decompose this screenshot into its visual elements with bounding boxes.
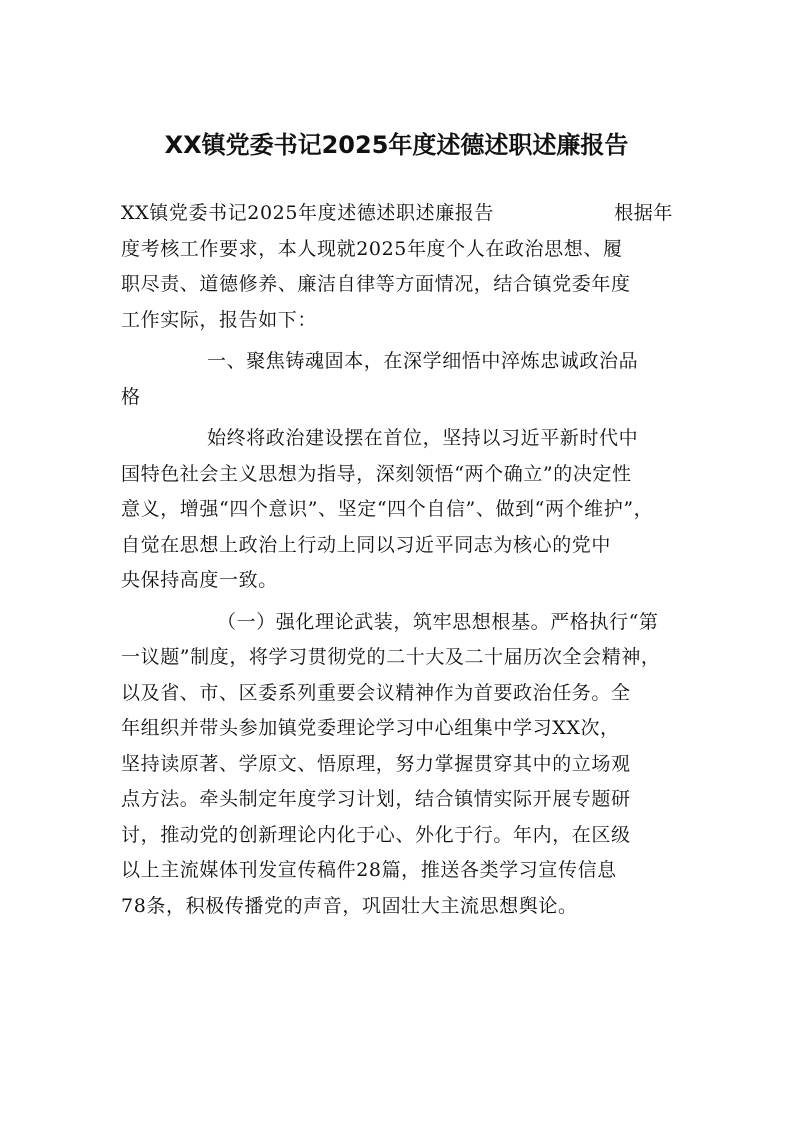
line-text: 央保持高度一致。 [121, 569, 278, 591]
paragraph-line [121, 528, 673, 564]
paragraph-line [121, 853, 673, 889]
line-text: 年组织并带头参加镇党委理论学习中心组集中学习XX次， [121, 717, 620, 739]
line-text: 职尽责、道德修养、廉洁自律等方面情况，结合镇党委年度 [121, 273, 631, 295]
line-text: 点方法。牵头制定年度学习计划，结合镇情实际开展专题研 [121, 788, 631, 810]
section-heading-1 [121, 344, 673, 380]
intro-line-1 [121, 196, 673, 232]
document-title: XX镇党委书记2025年度述德述职述廉报告 [164, 131, 629, 159]
intro-heading-text: XX镇党委书记2025年度述德述职述廉报告 [121, 202, 495, 224]
intro-start-text: 根据年 [614, 202, 673, 224]
document-body [121, 196, 673, 924]
paragraph-line [121, 492, 673, 528]
line-text: 以及省、市、区委系列重要会议精神作为首要政治任务。全 [121, 681, 631, 704]
text-line [121, 232, 673, 268]
line-text: 78条，积极传播党的声音，巩固壮大主流思想舆论。 [121, 894, 578, 917]
paragraph-line [121, 676, 673, 712]
paragraph-line [121, 747, 673, 783]
line-text: 坚持读原著、学原文、悟原理，努力掌握贯穿其中的立场观 [121, 752, 631, 775]
paragraph-line [121, 563, 673, 599]
paragraph-line [121, 711, 673, 747]
subsection-line [121, 605, 673, 641]
paragraph-line [121, 889, 673, 925]
text-line [121, 303, 673, 339]
line-text: 工作实际，报告如下： [121, 308, 318, 331]
line-text: 始终将政治建设摆在首位，坚持以习近平新时代中 [207, 427, 639, 449]
line-text: 自觉在思想上政治上行动上同以习近平同志为核心的党中 [121, 533, 612, 556]
section-heading-text: 一、聚焦铸魂固本，在深学细悟中淬炼忠诚政治品 [207, 350, 639, 372]
paragraph-line [121, 818, 673, 854]
line-text: （一）强化理论武装，筑牢思想根基。严格执行“第 [217, 610, 659, 633]
line-text: 以上主流媒体刊发宣传稿件28篇，推送各类学习宣传信息 [121, 859, 617, 881]
line-text: 一议题”制度，将学习贯彻党的二十大及二十届历次全会精神， [121, 646, 661, 668]
paragraph-line [121, 421, 673, 457]
section-heading-text: 格 [121, 385, 141, 408]
line-text: 讨，推动党的创新理论内化于心、外化于行。年内，在区级 [121, 823, 631, 846]
paragraph-line [121, 782, 673, 818]
line-text: 度考核工作要求，本人现就2025年度个人在政治思想、履 [121, 237, 623, 260]
line-text: 意义，增强“四个意识”、坚定“四个自信”、做到“两个维护”， [121, 498, 654, 520]
line-text: 国特色社会主义思想为指导，深刻领悟“两个确立”的决定性 [121, 462, 632, 485]
section-heading-1-cont [121, 380, 673, 416]
paragraph-line [121, 640, 673, 676]
text-line [121, 267, 673, 303]
paragraph-line [121, 457, 673, 493]
